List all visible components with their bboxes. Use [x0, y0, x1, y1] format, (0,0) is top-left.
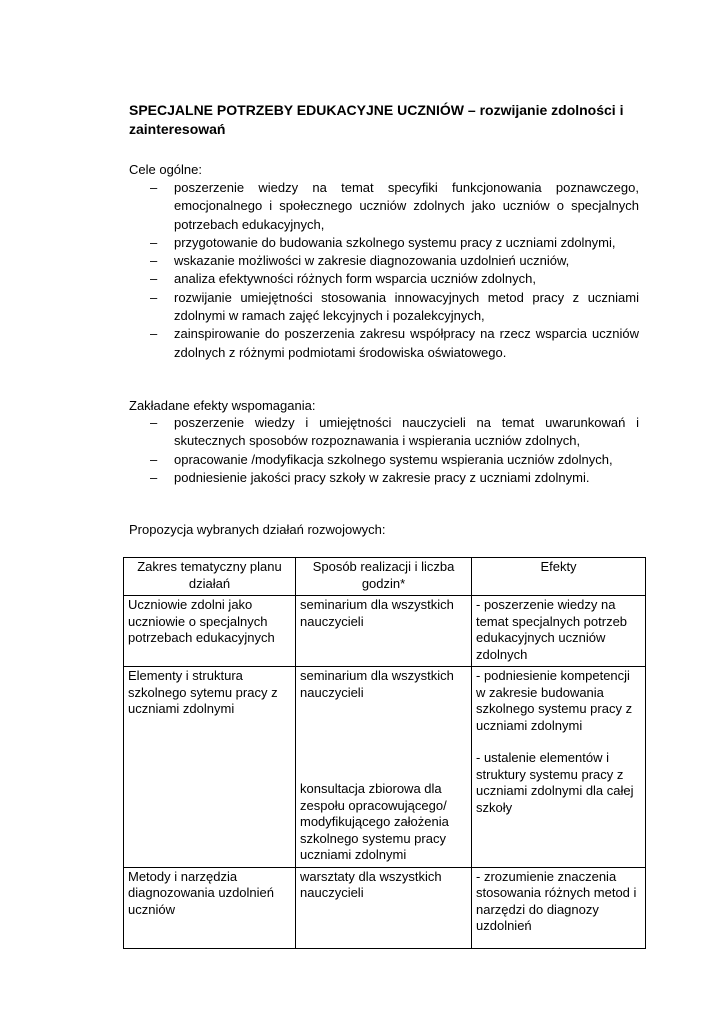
effect-cell: - zrozumienie znaczenia stosowania różnych metod i narzędzi do diagnozy uzdolnień: [472, 867, 646, 948]
effect-text: - podniesienie kompetencji w zakresie budowania szkolnego systemu pracy z uczniami zdolnymi: [476, 668, 633, 733]
list-item: – zainspirowanie do poszerzenia zakresu współpracy na rzecz wsparcia uczniów zdolnych z różnymi podmiotami środowiska oświatowego.: [150, 326, 639, 360]
method-cell: warsztaty dla wszystkich nauczycieli: [296, 867, 472, 948]
header-effects: Efekty: [472, 558, 646, 596]
effect-cell: - poszerzenie wiedzy na temat specjalnych potrzeb edukacyjnych uczniów zdolnych: [472, 596, 646, 667]
dash-bullet: –: [150, 253, 158, 269]
list-item: – poszerzenie wiedzy na temat specyfiki funkcjonowania poznawczego, emocjonalnego i społecznego uczniów zdolnych jako uczniów o specjalnych potrzebach edukacyjnych,: [150, 180, 639, 232]
header-topic: Zakres tematyczny planu działań: [124, 558, 296, 596]
effects-label: Zakładane efekty wspomagania:: [129, 398, 316, 413]
dash-bullet: –: [150, 326, 158, 342]
topic-cell: Metody i narzędzia diagnozowania uzdolnień uczniów: [124, 867, 296, 948]
method-cell: [296, 667, 472, 868]
list-item: – przygotowanie do budowania szkolnego systemu pracy z uczniami zdolnymi,: [129, 234, 639, 252]
effect-cell: [472, 667, 646, 868]
spacer: [476, 734, 641, 750]
method-cell: seminarium dla wszystkich nauczycieli: [296, 596, 472, 667]
effect-text: - ustalenie elementów i struktury systemu pracy z uczniami zdolnymi dla całej szkoły: [476, 750, 634, 815]
proposal-label: Propozycja wybranych działań rozwojowych:: [129, 522, 386, 537]
action-plan-table: [123, 557, 646, 949]
dash-bullet: –: [150, 451, 158, 467]
goals-label: Cele ogólne:: [129, 162, 202, 177]
dash-bullet: –: [150, 180, 158, 195]
table-header-row: [124, 558, 646, 596]
list-item: – opracowanie /modyfikacja szkolnego systemu wspierania uczniów zdolnych,: [129, 451, 639, 469]
topic-cell: Elementy i struktura szkolnego sytemu pracy z uczniami zdolnymi: [124, 667, 296, 868]
spacer: [300, 701, 467, 741]
goals-list: [129, 179, 639, 362]
list-item: – poszerzenie wiedzy i umiejętności nauczycieli na temat uwarunkowań i skutecznych sposobów rozpoznawania i wspierania uczniów zdolnych,: [150, 415, 639, 449]
list-item: – rozwijanie umiejętności stosowania innowacyjnych metod pracy z uczniami zdolnymi w ramach zajęć lekcyjnych i pozalekcyjnych,: [150, 289, 639, 324]
list-item: – wskazanie możliwości w zakresie diagnozowania uzdolnień uczniów,: [129, 252, 639, 270]
dash-bullet: –: [150, 234, 158, 250]
document-title: SPECJALNE POTRZEBY EDUKACYJNE UCZNIÓW – rozwijanie zdolności i zainteresowań: [129, 102, 624, 137]
spacer: [300, 741, 467, 781]
list-item: – podniesienie jakości pracy szkoły w zakresie pracy z uczniami zdolnymi.: [129, 469, 639, 487]
table-row: [124, 596, 646, 667]
method-text: konsultacja zbiorowa dla zespołu opracowującego/ modyfikującego założenia szkolnego systemu pracy uczniami zdolnymi: [300, 781, 449, 862]
method-text: seminarium dla wszystkich nauczycieli: [300, 668, 454, 700]
table-row: [124, 667, 646, 868]
table-row: [124, 867, 646, 948]
list-item: – analiza efektywności różnych form wsparcia uczniów zdolnych,: [129, 270, 639, 288]
header-method: Sposób realizacji i liczba godzin*: [296, 558, 472, 596]
dash-bullet: –: [150, 289, 158, 305]
dash-bullet: –: [150, 469, 158, 485]
dash-bullet: –: [150, 271, 158, 287]
effects-list: [129, 414, 639, 487]
topic-cell: Uczniowie zdolni jako uczniowie o specjalnych potrzebach edukacyjnych: [124, 596, 296, 667]
dash-bullet: –: [150, 415, 158, 430]
